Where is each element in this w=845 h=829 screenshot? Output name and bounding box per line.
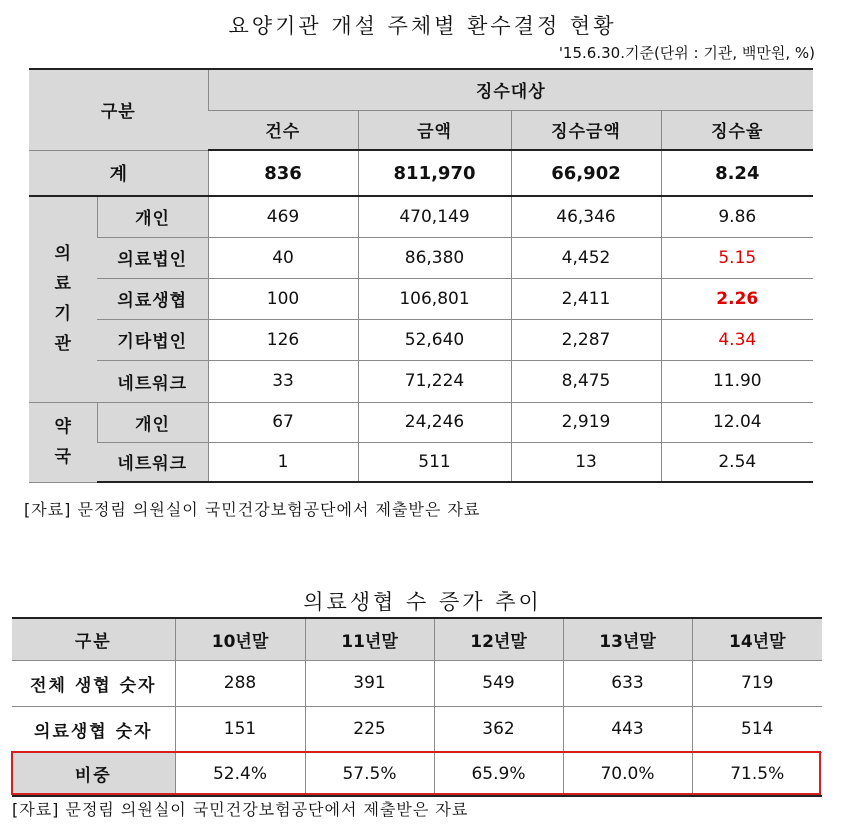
total-label: 계: [29, 150, 208, 196]
row-label: 의료생협 숫자: [12, 706, 175, 752]
header-category: 구분: [29, 69, 208, 150]
cell: 52.4%: [175, 752, 305, 796]
row-label: 네트워크: [97, 442, 208, 482]
cell: 33: [208, 360, 358, 402]
cell: 57.5%: [305, 752, 434, 796]
cell: 86,380: [358, 237, 511, 278]
cell: 9.86: [661, 196, 813, 237]
header-collection-rate: 징수율: [661, 110, 813, 150]
source-note: [자료] 문정림 의원실이 국민건강보험공단에서 제출받은 자료: [24, 500, 481, 519]
page-title: 요양기관 개설 주체별 환수결정 현황: [228, 14, 617, 38]
total-collected: 66,902: [511, 150, 661, 196]
source-note: [자료] 문정림 의원실이 국민건강보험공단에서 제출받은 자료: [12, 800, 469, 819]
cell: 469: [208, 196, 358, 237]
highlighted-rate: 5.15: [661, 237, 813, 278]
header-count: 건수: [208, 110, 358, 150]
header-year: 14년말: [692, 618, 822, 660]
row-label: 기타법인: [97, 319, 208, 360]
cell: 2,919: [511, 402, 661, 442]
cell: 11.90: [661, 360, 813, 402]
cell: 225: [305, 706, 434, 752]
cell: 2,411: [511, 278, 661, 319]
row-label: 전체 생협 숫자: [12, 660, 175, 706]
cell: 443: [563, 706, 692, 752]
total-count: 836: [208, 150, 358, 196]
header-collection-target: 징수대상: [208, 69, 813, 110]
cell: 362: [434, 706, 563, 752]
cell: 2.54: [661, 442, 813, 482]
header-year: 11년말: [305, 618, 434, 660]
highlighted-rate: 2.26: [661, 278, 813, 319]
cell: 106,801: [358, 278, 511, 319]
cell: 126: [208, 319, 358, 360]
row-label: 의료법인: [97, 237, 208, 278]
cell: 100: [208, 278, 358, 319]
cell: 288: [175, 660, 305, 706]
cell: 24,246: [358, 402, 511, 442]
cell: 470,149: [358, 196, 511, 237]
group-label-medical: 의 료 기 관: [29, 196, 97, 402]
cell: 67: [208, 402, 358, 442]
coop-trend-table: [12, 617, 822, 797]
row-label: 비중: [12, 752, 175, 796]
group-label-pharmacy: 약 국: [29, 402, 97, 482]
cell: 1: [208, 442, 358, 482]
cell: 549: [434, 660, 563, 706]
header-year: 12년말: [434, 618, 563, 660]
cell: 52,640: [358, 319, 511, 360]
cell: 719: [692, 660, 822, 706]
cell: 13: [511, 442, 661, 482]
total-rate: 8.24: [661, 150, 813, 196]
cell: 71,224: [358, 360, 511, 402]
section-title: 의료생협 수 증가 추이: [303, 590, 542, 614]
cell: 391: [305, 660, 434, 706]
cell: 71.5%: [692, 752, 822, 796]
row-label: 개인: [97, 196, 208, 237]
cell: 2,287: [511, 319, 661, 360]
recovery-status-table: [29, 68, 813, 483]
cell: 151: [175, 706, 305, 752]
header-year: 13년말: [563, 618, 692, 660]
row-label: 네트워크: [97, 360, 208, 402]
cell: 65.9%: [434, 752, 563, 796]
row-label: 의료생협: [97, 278, 208, 319]
row-label: 개인: [97, 402, 208, 442]
header-collected-amount: 징수금액: [511, 110, 661, 150]
cell: 511: [358, 442, 511, 482]
cell: 4,452: [511, 237, 661, 278]
cell: 633: [563, 660, 692, 706]
cell: 8,475: [511, 360, 661, 402]
header-category: 구분: [12, 618, 175, 660]
total-amount: 811,970: [358, 150, 511, 196]
cell: 46,346: [511, 196, 661, 237]
header-amount: 금액: [358, 110, 511, 150]
cell: 70.0%: [563, 752, 692, 796]
cell: 514: [692, 706, 822, 752]
highlighted-rate: 4.34: [661, 319, 813, 360]
unit-note: '15.6.30.기준(단위 : 기관, 백만원, %): [558, 44, 815, 62]
cell: 12.04: [661, 402, 813, 442]
header-year: 10년말: [175, 618, 305, 660]
cell: 40: [208, 237, 358, 278]
